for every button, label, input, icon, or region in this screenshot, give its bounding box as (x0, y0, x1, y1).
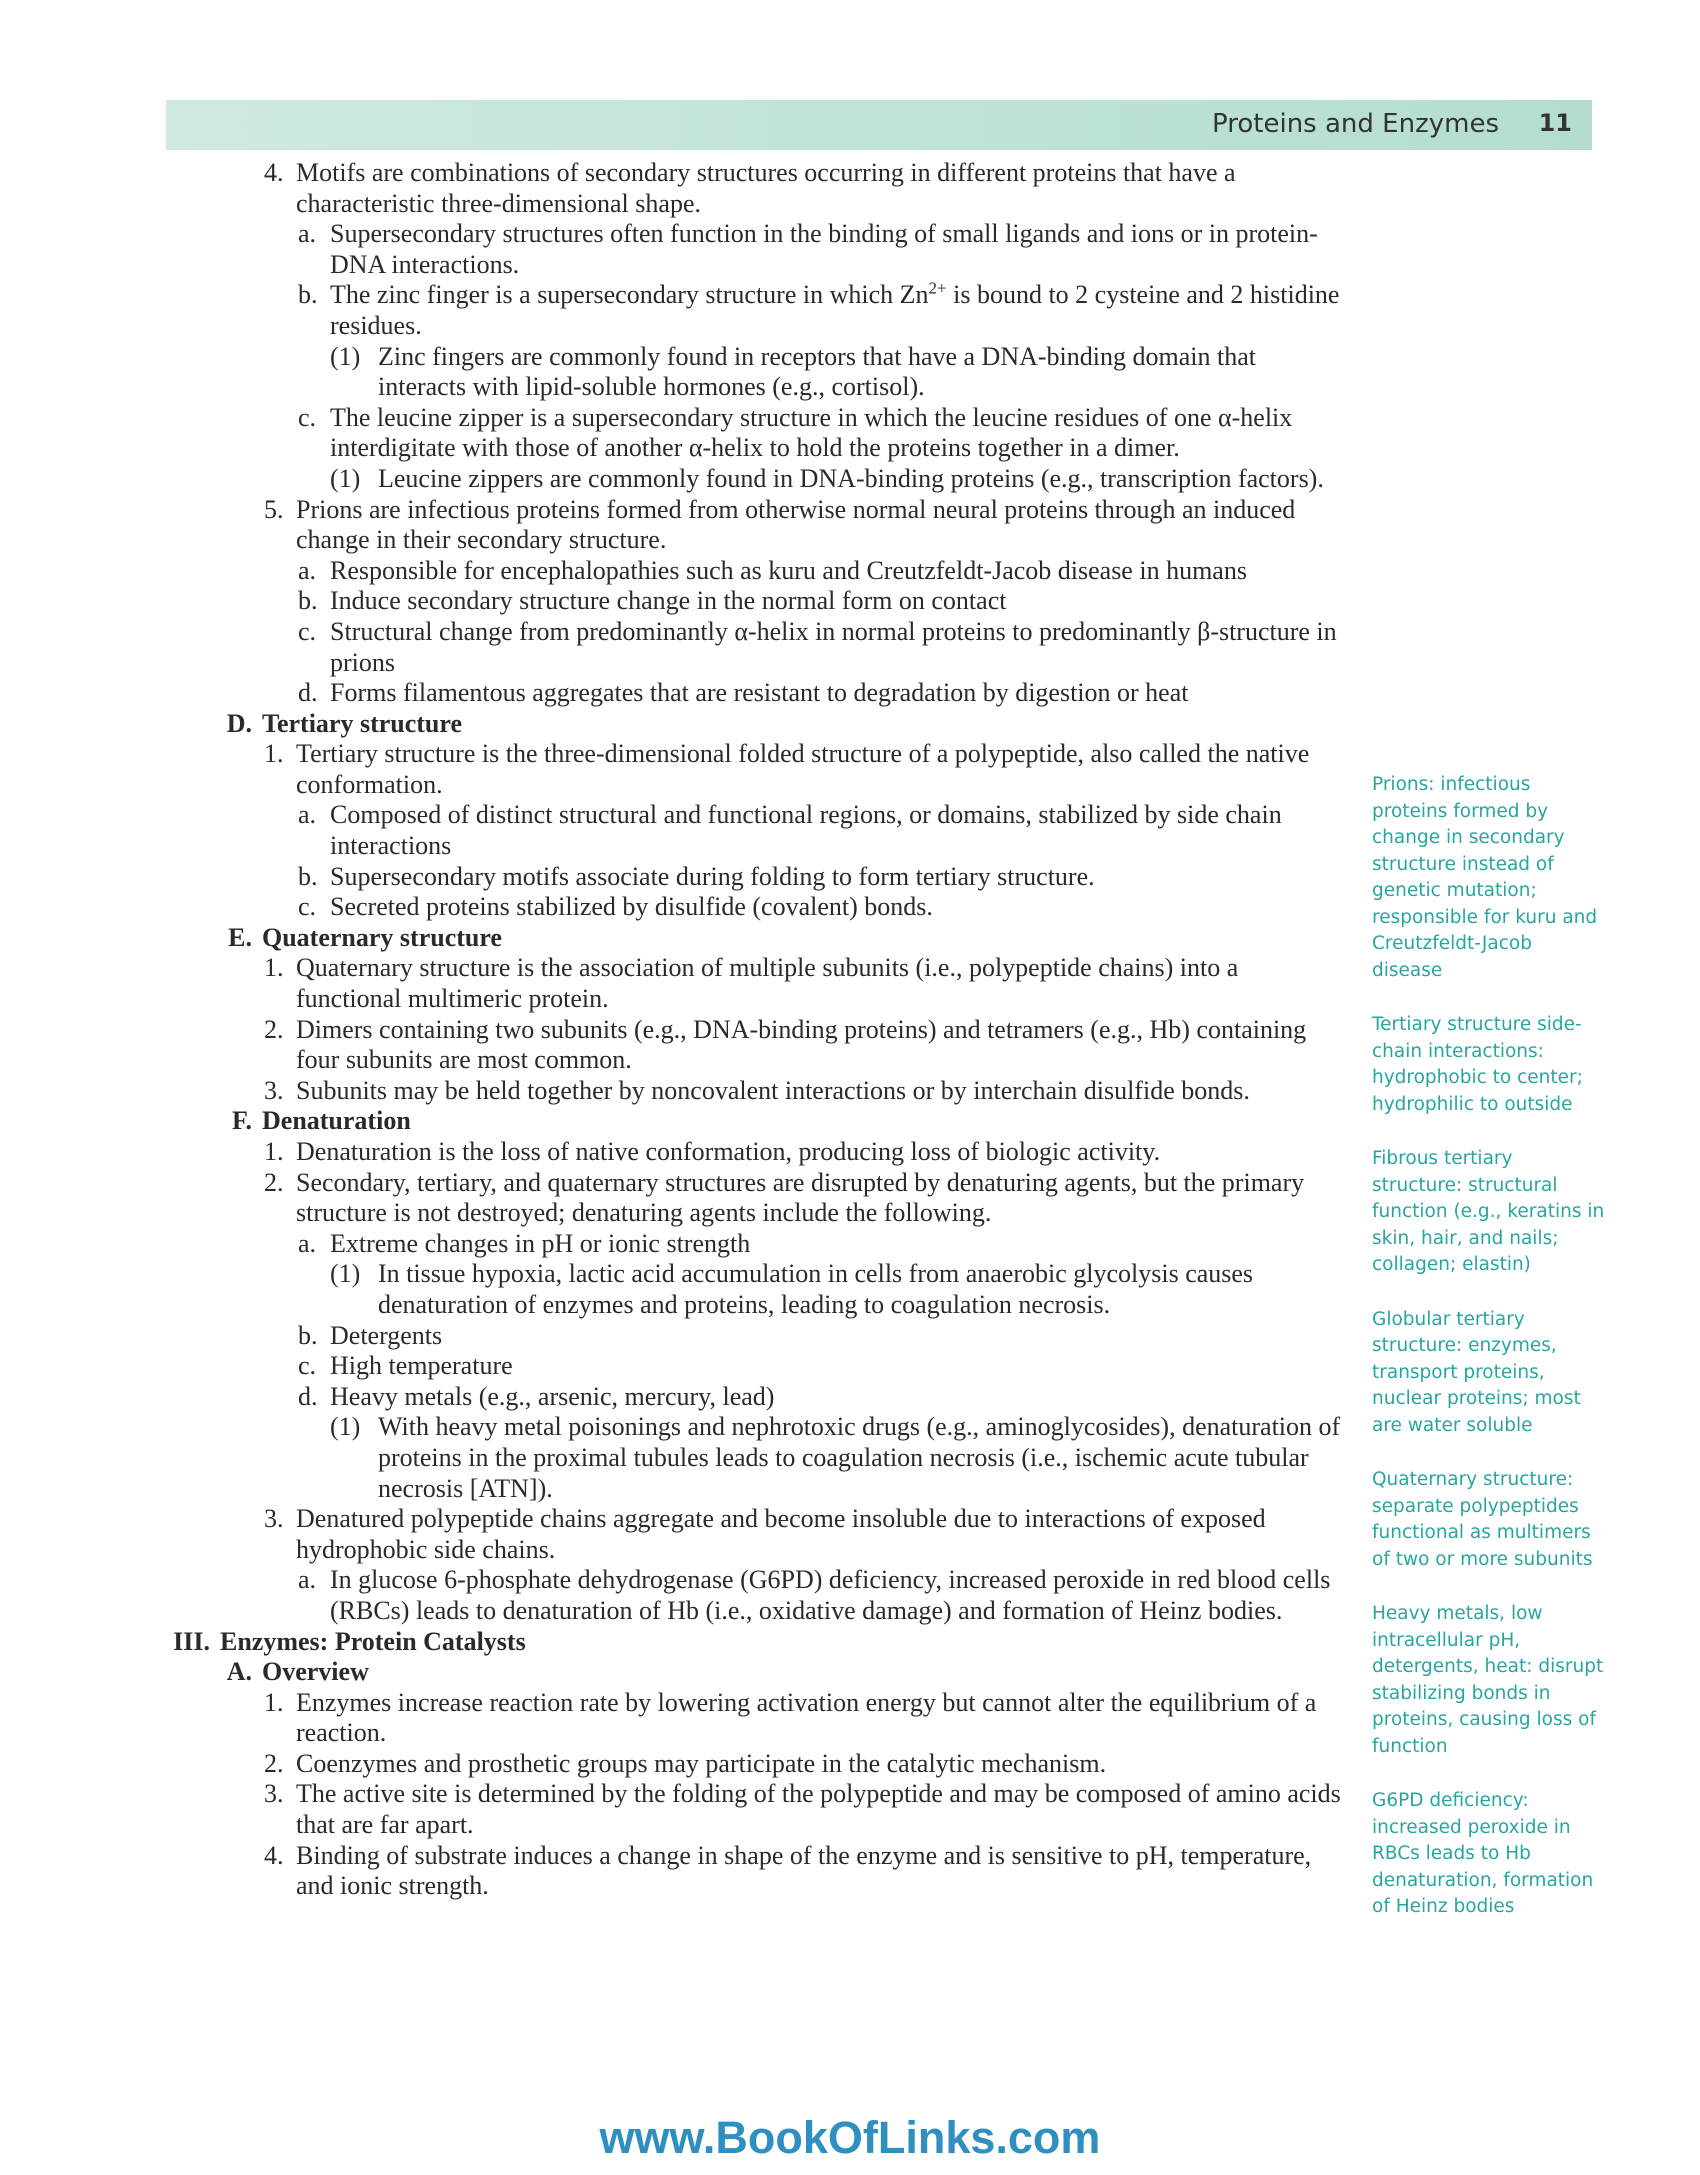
item-text: Prions are infectious proteins formed from otherwise normal neural proteins through an induced change in their secondary structure. (296, 494, 1296, 555)
item-label: b. (298, 1320, 318, 1350)
item-text: Supersecondary structures often function in the binding of small ligands and ions or in protein-DNA interactions. (330, 219, 1318, 279)
list-item (330, 463, 1345, 495)
item-text: The leucine zipper is a supersecondary structure in which the leucine residues of one α-helix interdigitate with those of another α-helix to hold the proteins together in a dimer. (330, 402, 1293, 463)
list-item (264, 1687, 1345, 1749)
item-label: c. (298, 892, 317, 922)
item-label: (1) (330, 463, 361, 493)
item-label: 2. (264, 1014, 284, 1044)
margin-note: Prions: infectious proteins formed by change in secondary structure instead of genetic mutation; responsible for kuru and Creutzfeldt-Jacob disease (1372, 774, 1598, 981)
list-item (298, 278, 1345, 341)
list-item (298, 1565, 1345, 1626)
list-item (330, 1412, 1345, 1504)
item-text: The active site is determined by the folding of the polypeptide and may be composed of amino acids that are far apart. (296, 1779, 1341, 1840)
list-item (264, 494, 1345, 556)
item-text: Overview (262, 1657, 369, 1687)
item-text: High temperature (330, 1351, 513, 1381)
item-label: c. (298, 402, 317, 432)
section-heading (232, 1106, 1345, 1137)
item-text: Extreme changes in pH or ionic strength (330, 1228, 751, 1258)
list-item (264, 1014, 1345, 1076)
item-text: Tertiary structure (262, 708, 463, 738)
item-label: 4. (264, 158, 284, 187)
margin-note: Tertiary structure side-chain interactions: hydrophobic to center; hydrophilic to outside (1372, 1014, 1583, 1115)
item-text: Denatured polypeptide chains aggregate and become insoluble due to interactions of exposed hydrophobic side chains. (296, 1504, 1266, 1564)
item-text (330, 280, 1339, 340)
item-label: 1. (264, 1137, 284, 1166)
item-text: Forms filamentous aggregates that are resistant to degradation by digestion or heat (330, 678, 1189, 708)
list-item (264, 1504, 1345, 1565)
item-text: Leucine zippers are commonly found in DNA-binding proteins (e.g., transcription factors). (378, 463, 1324, 493)
item-text: In tissue hypoxia, lactic acid accumulation in cells from anaerobic glycolysis causes denaturation of enzymes and proteins, leading to coagulation necrosis. (378, 1259, 1254, 1319)
section-heading (226, 1657, 1345, 1688)
item-label: a. (298, 1228, 317, 1258)
list-item (264, 1167, 1345, 1229)
item-text: Responsible for encephalopathies such as kuru and Creutzfeldt-Jacob disease in humans (330, 555, 1247, 585)
list-item (330, 341, 1345, 403)
item-text: Denaturation is the loss of native conformation, producing loss of biologic activity. (296, 1137, 1161, 1166)
list-item (298, 892, 1345, 923)
item-label: 3. (264, 1504, 284, 1534)
text-part: is bound to 2 cysteine and 2 histidine residues. (330, 280, 1340, 340)
list-item (298, 402, 1345, 464)
list-item (298, 1228, 1345, 1260)
item-label: 3. (264, 1779, 284, 1809)
item-text: With heavy metal poisonings and nephrotoxic drugs (e.g., aminoglycosides), denaturation of proteins in the proximal tubules leads to coagulation necrosis (i.e., ischemic acute tubular necrosis [ATN]). (378, 1412, 1341, 1503)
list-item (298, 1351, 1345, 1382)
list-item (298, 678, 1345, 709)
list-item (264, 1748, 1345, 1780)
item-text: Dimers containing two subunits (e.g., DNA-binding proteins) and tetramers (e.g., Hb) containing four subunits are most common. (296, 1014, 1307, 1075)
section-heading (173, 1626, 1345, 1658)
list-item (264, 1075, 1345, 1107)
item-text: Subunits may be held together by noncovalent interactions or by interchain disulfide bonds. (296, 1075, 1250, 1105)
margin-note: G6PD deficiency: increased peroxide in RBCs leads to Hb denaturation, formation of Heinz bodies (1372, 1790, 1594, 1917)
item-label: 5. (264, 494, 284, 524)
page-number: 11 (1538, 109, 1572, 137)
item-label: b. (298, 861, 318, 891)
item-text: Supersecondary motifs associate during folding to form tertiary structure. (330, 861, 1095, 891)
list-item (330, 1259, 1345, 1320)
item-label: (1) (330, 341, 361, 371)
section-heading (226, 708, 1345, 740)
item-text: Detergents (330, 1320, 443, 1350)
list-item (264, 1779, 1345, 1840)
list-item (298, 800, 1345, 861)
list-item (298, 616, 1345, 678)
list-item (264, 1840, 1345, 1902)
item-text: Enzymes: Protein Catalysts (220, 1626, 526, 1656)
item-label: III. (173, 1626, 210, 1656)
item-text: Quaternary structure is the association of multiple subunits (i.e., polypeptide chains) into a functional multimeric protein. (296, 953, 1239, 1014)
item-label: d. (298, 1381, 318, 1411)
list-item (264, 1137, 1345, 1168)
margin-notes (1372, 772, 1606, 1949)
item-text: Zinc fingers are commonly found in receptors that have a DNA-binding domain that interacts with lipid-soluble hormones (e.g., cortisol). (378, 341, 1256, 402)
margin-note: Heavy metals, low intracellular pH, detergents, heat: disrupt stabilizing bonds in proteins, causing loss of function (1372, 1603, 1604, 1757)
margin-note: Globular tertiary structure: enzymes, transport proteins, nuclear proteins; most are water soluble (1372, 1308, 1581, 1436)
item-text: Enzymes increase reaction rate by lowering activation energy but cannot alter the equilibrium of a reaction. (296, 1687, 1317, 1748)
item-label: a. (298, 800, 317, 830)
item-label: 4. (264, 1840, 284, 1870)
item-label: b. (298, 280, 318, 310)
list-item (298, 1320, 1345, 1352)
item-label: A. (226, 1657, 252, 1687)
item-label: 2. (264, 1748, 284, 1778)
list-item (298, 219, 1345, 280)
item-label: b. (298, 586, 318, 616)
item-text: Coenzymes and prosthetic groups may participate in the catalytic mechanism. (296, 1748, 1107, 1778)
item-text: Structural change from predominantly α-helix in normal proteins to predominantly β-structure in prions (330, 616, 1337, 677)
section-heading (228, 922, 1345, 954)
list-item (264, 739, 1345, 800)
list-item (264, 953, 1345, 1014)
item-text: Secondary, tertiary, and quaternary structures are disrupted by denaturing agents, but the primary structure is not destroyed; denaturing agents include the following. (296, 1167, 1305, 1228)
list-item (264, 158, 1345, 219)
item-text: Denaturation (262, 1106, 411, 1136)
text-part: The zinc finger is a supersecondary structure in which Zn (330, 280, 929, 310)
page-header (166, 100, 1592, 150)
superscript: 2+ (928, 278, 947, 298)
item-text: Quaternary structure (262, 922, 502, 952)
list-item (298, 861, 1345, 893)
item-text: Binding of substrate induces a change in shape of the enzyme and is sensitive to pH, temperature, and ionic strength. (296, 1840, 1312, 1901)
item-text: Motifs are combinations of secondary structures occurring in different proteins that have a characteristic three-dimensional shape. (296, 158, 1236, 218)
item-text: Heavy metals (e.g., arsenic, mercury, lead) (330, 1381, 775, 1411)
item-text: Tertiary structure is the three-dimensional folded structure of a polypeptide, also called the native conformation. (296, 739, 1310, 799)
list-item (298, 586, 1345, 617)
item-label: a. (298, 1565, 317, 1595)
item-label: D. (226, 708, 252, 738)
item-label: d. (298, 678, 318, 708)
margin-note: Quaternary structure: separate polypeptides functional as multimers of two or more subunits (1372, 1469, 1593, 1570)
item-label: 3. (264, 1075, 284, 1105)
margin-note: Fibrous tertiary structure: structural function (e.g., keratins in skin, hair, and nails; collagen; elastin) (1372, 1148, 1605, 1275)
list-item (298, 555, 1345, 587)
footer-link[interactable]: www.BookOfLinks.com (599, 2112, 1101, 2163)
running-head: Proteins and Enzymes (1212, 109, 1499, 139)
item-text: Secreted proteins stabilized by disulfide (covalent) bonds. (330, 892, 933, 922)
item-label: c. (298, 616, 317, 646)
main-text (0, 158, 1345, 1902)
list-item (298, 1381, 1345, 1413)
item-label: a. (298, 555, 317, 585)
item-label: 1. (264, 1687, 284, 1717)
item-text: In glucose 6-phosphate dehydrogenase (G6PD) deficiency, increased peroxide in red blood cells (RBCs) leads to denaturation of Hb (i.e., oxidative damage) and formation of Heinz bodies. (330, 1565, 1331, 1625)
item-label: E. (228, 922, 252, 952)
item-label: c. (298, 1351, 317, 1381)
item-label: 1. (264, 953, 284, 983)
item-label: F. (232, 1106, 252, 1136)
item-label: 1. (264, 739, 284, 769)
item-label: a. (298, 219, 317, 249)
item-text: Composed of distinct structural and functional regions, or domains, stabilized by side chain interactions (330, 800, 1282, 861)
item-label: (1) (330, 1412, 361, 1442)
item-text: Induce secondary structure change in the normal form on contact (330, 586, 1007, 616)
item-label: (1) (330, 1259, 361, 1289)
item-label: 2. (264, 1167, 284, 1197)
